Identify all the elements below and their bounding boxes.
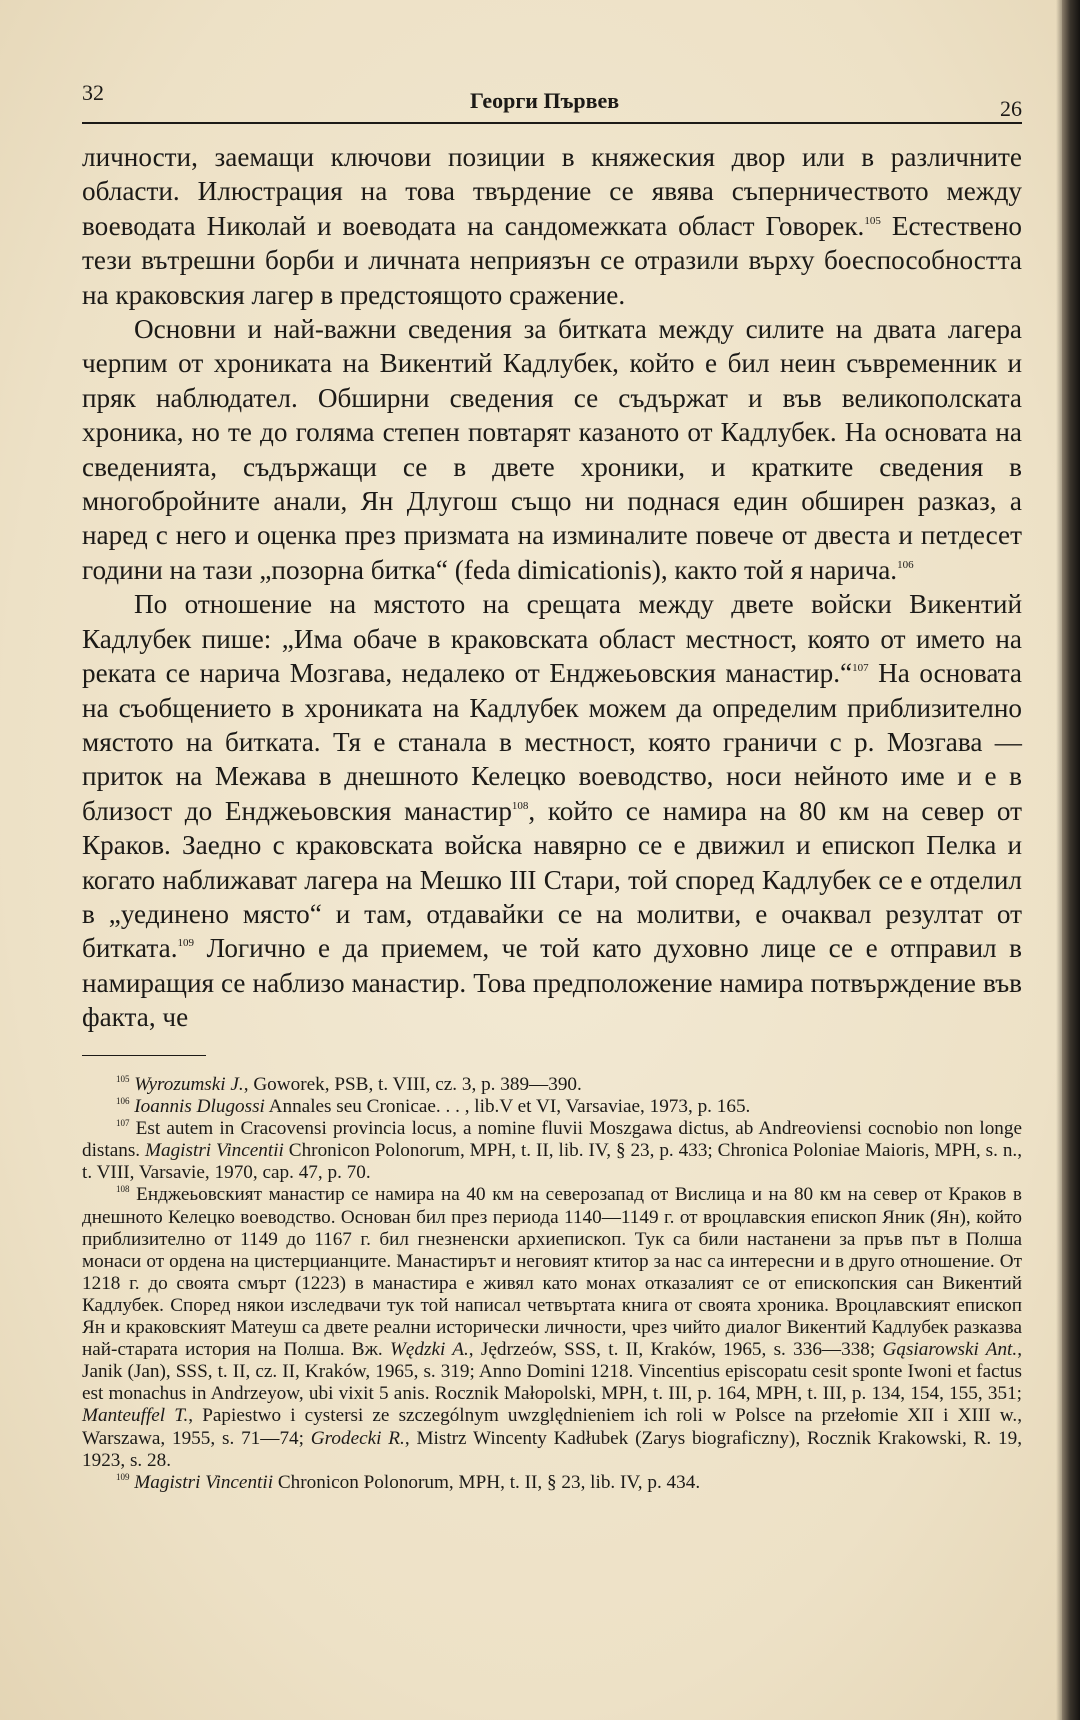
page-number-left: 32: [82, 80, 104, 105]
page-header: [82, 78, 1022, 130]
paragraph-3: По отношение на мястото на срещата между двете войски Викентий Кадлубек пише: „Има обаче в краковската област местност, която от името на реката се нарича Мозгава, недалеко от Енджеьовския манастир.“$^{107}$ На основата на съобщението в хрониката на Кадлубек можем да определим приблизително мястото на битката. Тя е станала в местност, която граничи с р. Мозгава — приток на Межава в днешното Келецко воеводство, носи нейното име и е в близост до Енджеьовския манастир$^{108}$, който се намира на 80 км на север от Краков. Заедно с краковската войска навярно се е движил и епископ Пелка и когато наближават лагера на Мешко III Стари, той според Кадлубек се е отделил в „уединено място“ и там, отдавайки се на молитви, е очаквал резултат от битката.$^{109}$ Логично е да приемем, че той като духовно лице се е отправил в намиращия се наблизо манастир. Това предположение намира потвърждение във факта, че: [82, 589, 1022, 1033]
footnote-105: $^{105}$ Wyrozumski J., Goworek, PSB, t. VIII, cz. 3, p. 389—390.: [116, 1074, 582, 1095]
footnote-ref-109: 109: [177, 937, 195, 950]
main-text: [82, 140, 1022, 1035]
footnote-ref-107: 107: [852, 662, 869, 675]
footnote-separator: [82, 1055, 206, 1056]
footnote-ref-105: 105: [864, 214, 881, 227]
footnote-ref-108: 108: [511, 799, 529, 812]
running-title: Георги Първев: [470, 88, 620, 113]
page-number-right: 26: [1000, 96, 1022, 121]
footnote-106: $^{106}$ Ioannis Dlugossi Annales seu Cronicae. . . , lib.V et VI, Varsaviae, 1973, p. 165.: [116, 1096, 751, 1118]
footnote-109: $^{109}$ Magistri Vincentii Chronicon Polonorum, MPH, t. II, § 23, lib. IV, p. 434.: [116, 1471, 701, 1493]
header-rule: [82, 122, 1022, 124]
footnote-ref-106: 106: [897, 558, 914, 571]
footnotes: [82, 1074, 1022, 1494]
paragraph-2: Основни и най-важни сведения за битката между силите на двата лагера черпим от хрониката на Викентий Кадлубек, който е бил неин съвременник и пряк наблюдател. Обширни сведения се съдържат и във великополската хроника, но те до голяма степен повтарят казаното от Кадлубек. На основата на сведенията, съдържащи се в двете хроники, и кратките сведения в многобройните анали, Ян Длугош също ни поднася един обширен разказ, а наред с него и оценка през призмата на изминалите повече от двеста и петдесет години на тази „позорна битка“ (feda dimicationis), както той я нарича.$^{106}$: [82, 314, 1022, 585]
footnote-107: $^{107}$ Est autem in Cracovensi provincia locus, a nomine fluvii Moszgawa dictus, ab Andreoviensi cocnobio non longe distans. Magistri Vincentii Chronicon Polonorum, MPH, t. II, lib. IV, § 23, p. 433; Chronica Poloniae Maioris, MPH, s. n., t. VIII, Varsavie, 1970, cap. 47, p. 70.: [82, 1118, 1023, 1184]
footnote-108: $^{108}$ Енджеьовският манастир се намира на 40 км на северозапад от Вислица и на 80 км на север от Краков в днешното Келецко воеводство. Основан бил през периода 1140—1149 г. от вроцлавския епископ Яник (Ян), който приблизително от 1149 до 1167 г. бил гнезненски архиепископ. Тук са били настанени за пръв път в Полша монаси от ордена на цистерцианците. Манастирът и неговият ктитор за нас са интересни и в друго отношение. От 1218 г. до своята смърт (1223) в манастира е живял като монах отказалият се от епископския сан Викентий Кадлубек. Според някои изследвачи тук той написал четвъртата книга от своята хроника. Вроцлавският епископ Ян и краковският Матеуш са двете реални исторически личности, чрез чийто диалог Викентий Кадлубек разказва най-старата история на Полша. Вж. Wędzki A., Jędrzeów, SSS, t. II, Kraków, 1965, s. 336—338; Gąsiarowski Ant., Janik (Jan), SSS, t. II, cz. II, Kraków, 1965, s. 319; Anno Domini 1218. Vincentius episcopatu cesit sponte Iwoni et factus est monachus in Andrzeyow, ubi vixit 5 anis. Rocznik Małopolski, MPH, t. III, p. 164, MPH, t. III, p. 134, 154, 155, 351; Manteuffel T., Papiestwo i cystersi ze szczególnym uwzględnieniem ich roli w Polsce na przełomie XII i XIII w., Warszawa, 1955, s. 71—74; Grodecki R., Mistrz Wincenty Kadłubek (Zarys biograficzny), Rocznik Krakowski, R. 19, 1923, s. 28.: [82, 1184, 1022, 1471]
paragraph-1: личности, заемащи ключови позиции в княжеския двор или в различните области. Илюстрация на това твърдение се явява съперничеството между воеводата Николай и воеводата на сандомежката област Говорек.$^{105}$ Естествено тези вътрешни борби и личната неприязън се отразили върху боеспособността на краковския лагер в предстоящото сражение.: [82, 142, 1022, 310]
book-spine: [1062, 0, 1080, 1720]
